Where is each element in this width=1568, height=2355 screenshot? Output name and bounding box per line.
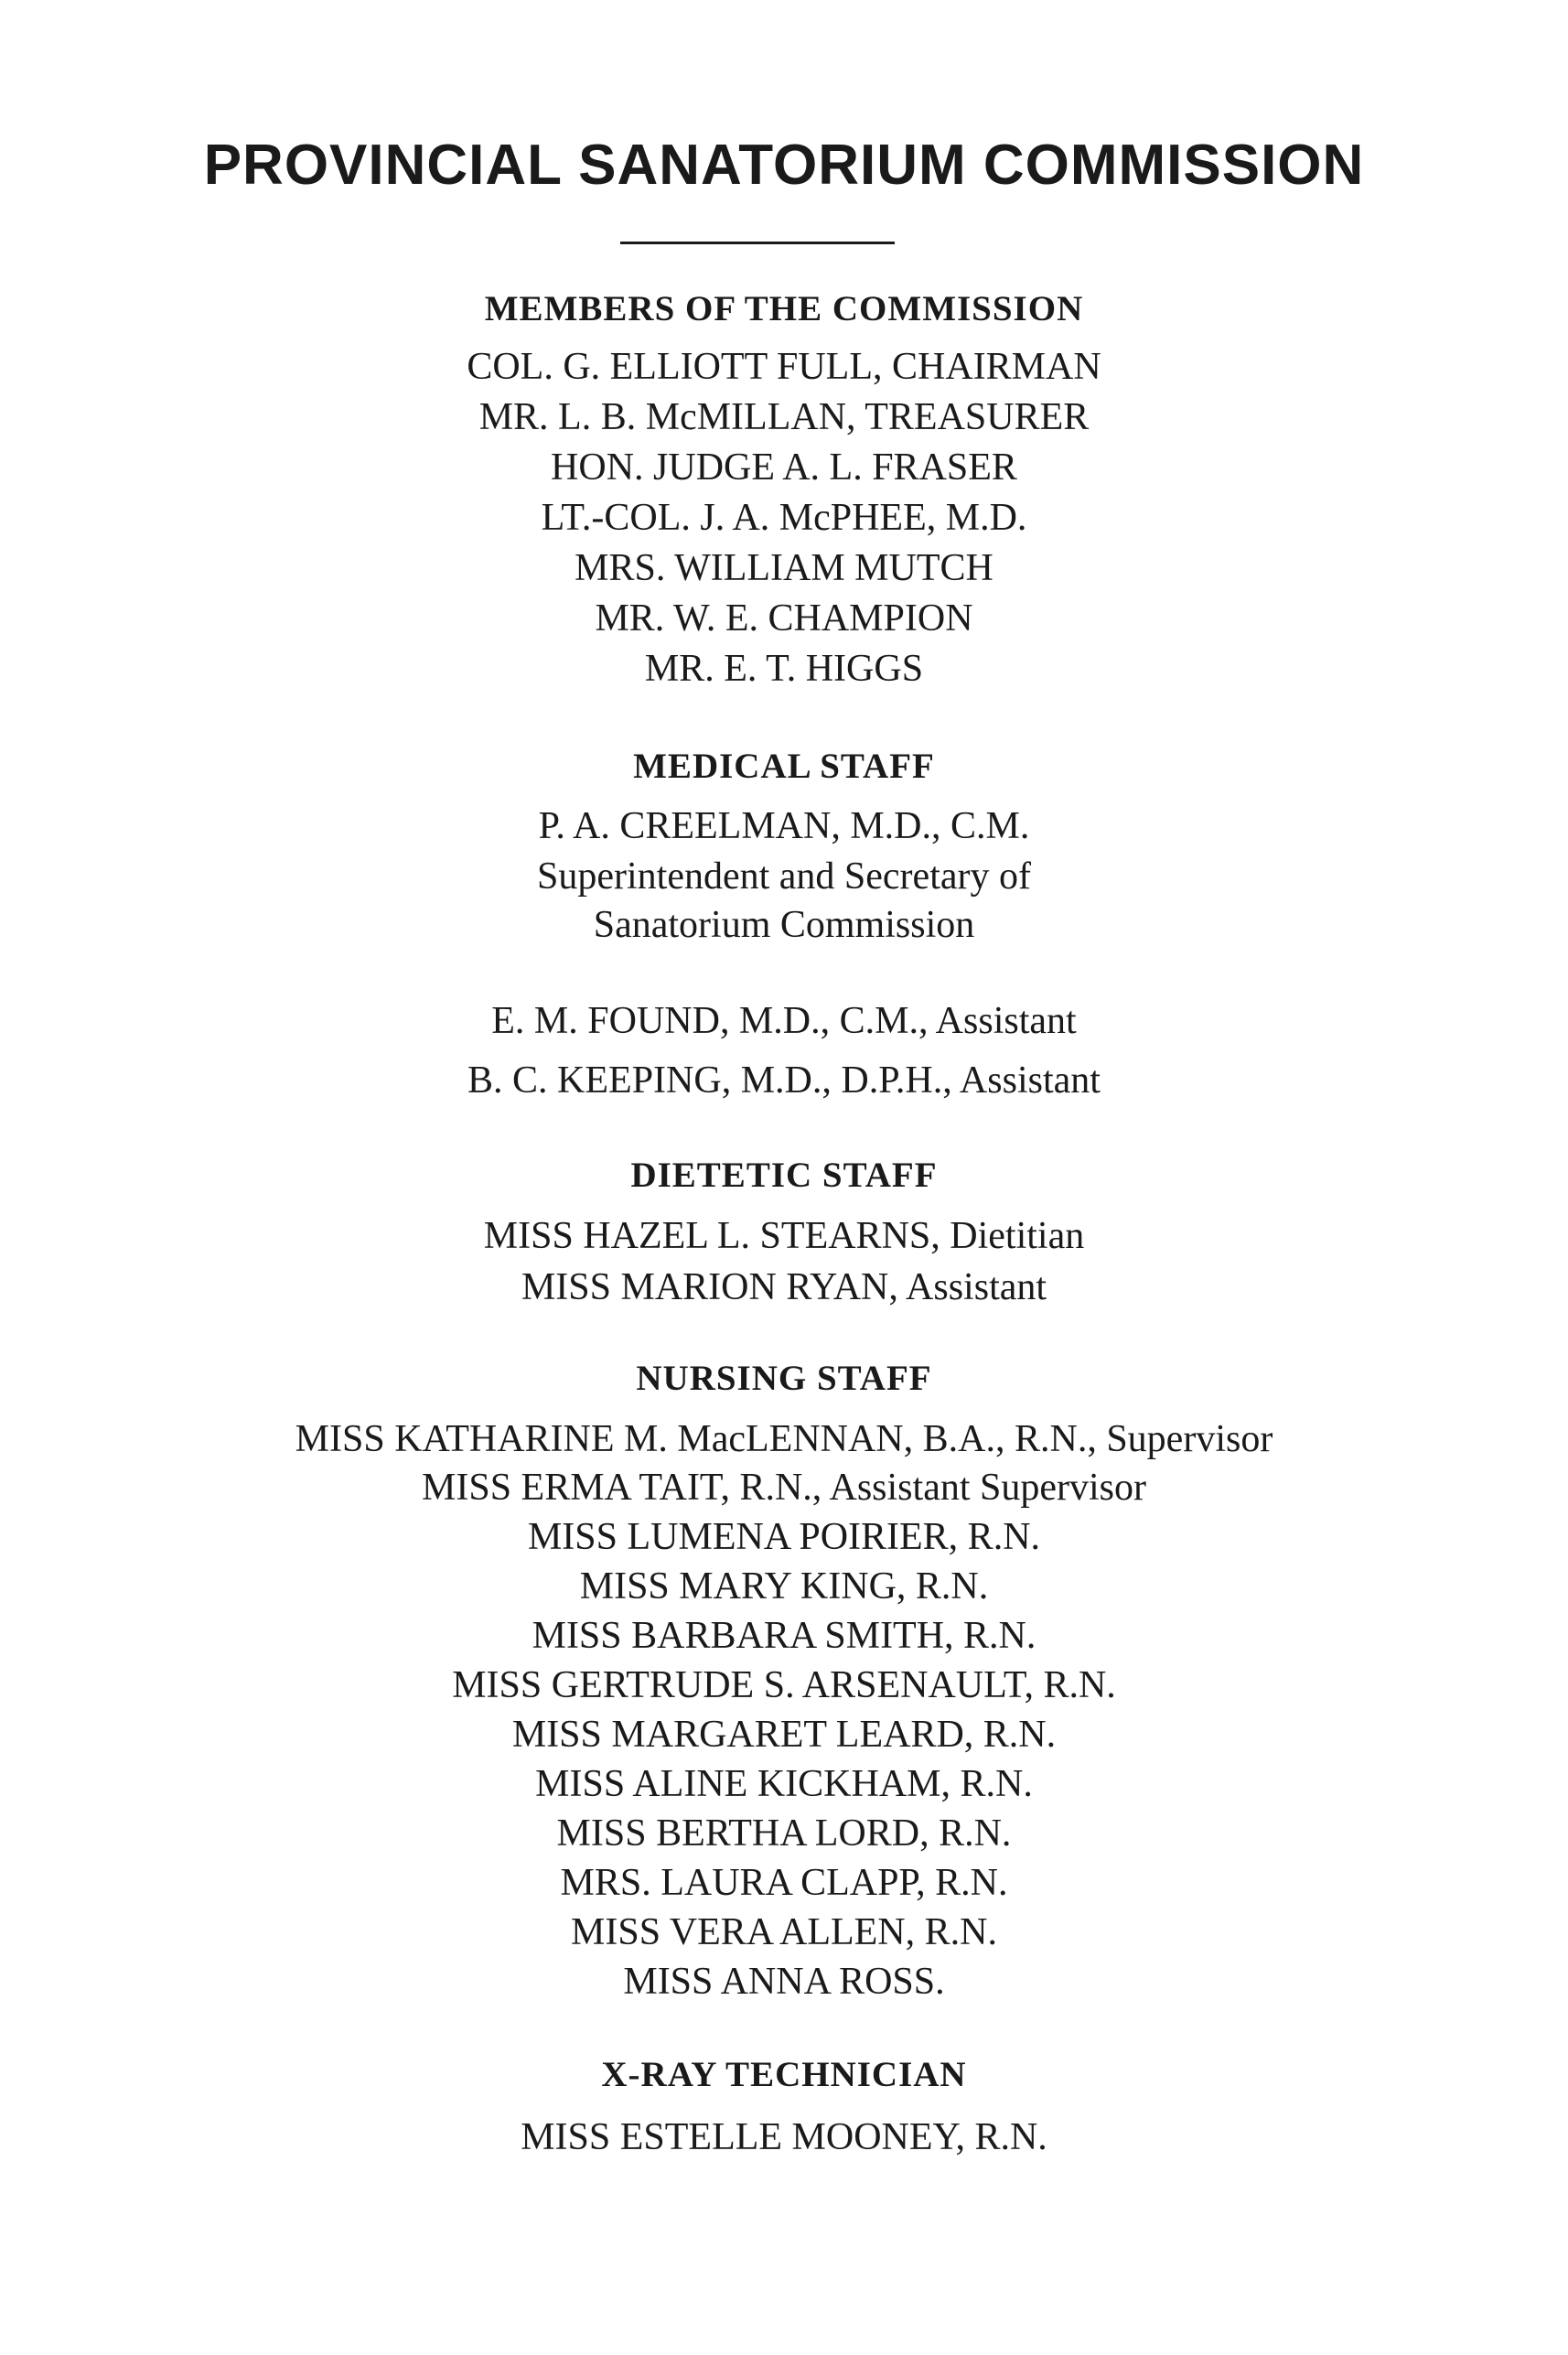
- nursing-staff-line: MISS KATHARINE M. MacLENNAN, B.A., R.N., Supervisor: [295, 1418, 1273, 1460]
- title-divider: [620, 242, 895, 244]
- commission-member: HON. JUDGE A. L. FRASER: [551, 446, 1017, 489]
- commission-member: MR. W. E. CHAMPION: [595, 597, 973, 640]
- commission-member: LT.-COL. J. A. McPHEE, M.D.: [541, 497, 1027, 539]
- commission-member: MR. E. T. HIGGS: [644, 648, 924, 690]
- xray-staff-line: MISS ESTELLE MOONEY, R.N.: [521, 2116, 1047, 2158]
- medical-staff-line: Superintendent and Secretary of: [537, 855, 1031, 898]
- dietetic-heading: DIETETIC STAFF: [630, 1156, 938, 1195]
- commission-member: MRS. WILLIAM MUTCH: [575, 547, 993, 589]
- dietetic-staff-line: MISS MARION RYAN, Assistant: [521, 1266, 1047, 1308]
- nursing-staff-line: MISS MARY KING, R.N.: [579, 1565, 989, 1608]
- nursing-staff-line: MISS BARBARA SMITH, R.N.: [532, 1615, 1036, 1657]
- nursing-staff-line: MISS BERTHA LORD, R.N.: [556, 1812, 1012, 1855]
- medical-staff-line: E. M. FOUND, M.D., C.M., Assistant: [491, 1000, 1077, 1042]
- nursing-staff-line: MISS LUMENA POIRIER, R.N.: [527, 1516, 1041, 1558]
- commission-heading: MEMBERS OF THE COMMISSION: [484, 289, 1084, 328]
- commission-member: COL. G. ELLIOTT FULL, CHAIRMAN: [467, 346, 1101, 388]
- medical-staff-line: P. A. CREELMAN, M.D., C.M.: [538, 805, 1030, 847]
- commission-member: MR. L. B. McMILLAN, TREASURER: [478, 396, 1090, 438]
- medical-staff-line: Sanatorium Commission: [593, 904, 975, 946]
- medical-heading: MEDICAL STAFF: [633, 747, 935, 786]
- nursing-staff-line: MRS. LAURA CLAPP, R.N.: [560, 1862, 1008, 1904]
- nursing-staff-line: MISS ANNA ROSS.: [623, 1961, 945, 2003]
- nursing-staff-line: MISS VERA ALLEN, R.N.: [571, 1911, 997, 1953]
- nursing-staff-line: MISS ALINE KICKHAM, R.N.: [535, 1763, 1033, 1805]
- nursing-staff-line: MISS MARGARET LEARD, R.N.: [511, 1714, 1057, 1756]
- nursing-staff-line: MISS GERTRUDE S. ARSENAULT, R.N.: [452, 1664, 1116, 1706]
- nursing-heading: NURSING STAFF: [636, 1359, 932, 1398]
- nursing-staff-line: MISS ERMA TAIT, R.N., Assistant Supervisor: [422, 1467, 1146, 1509]
- medical-staff-line: B. C. KEEPING, M.D., D.P.H., Assistant: [467, 1059, 1101, 1102]
- xray-heading: X-RAY TECHNICIAN: [601, 2055, 967, 2094]
- page-title: PROVINCIAL SANATORIUM COMMISSION: [203, 134, 1365, 197]
- dietetic-staff-line: MISS HAZEL L. STEARNS, Dietitian: [483, 1215, 1085, 1257]
